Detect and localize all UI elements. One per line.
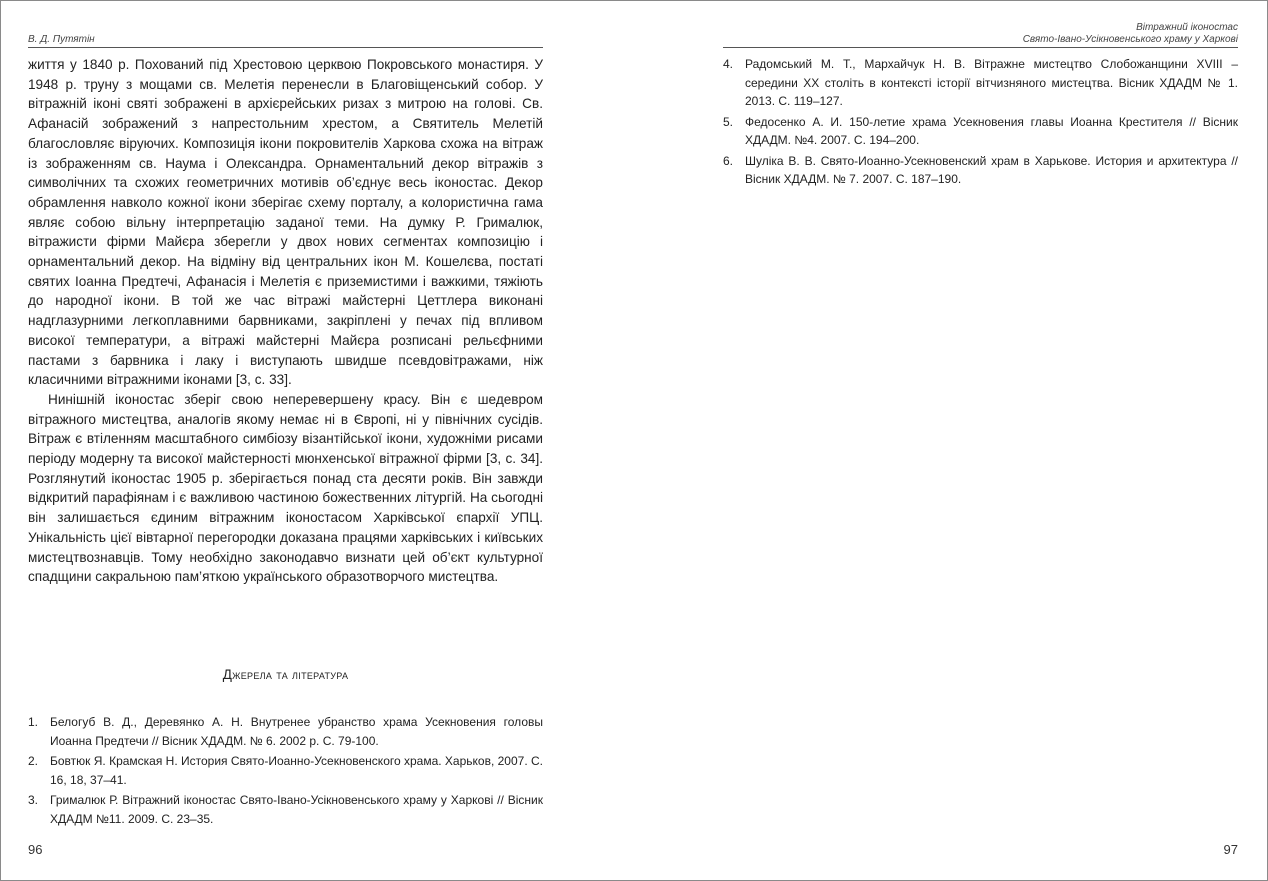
reference-text: Шуліка В. В. Свято-Иоанно-Усекновенский храм в Харькове. История и архитектура // Вісник ХДАДМ. № 7. 2007. С. 187–190. [745,153,1238,186]
reference-item [723,113,1238,150]
reference-item [723,55,1238,111]
running-head-title-line1: Вітражний іконостас [1136,22,1238,33]
reference-list-continued [723,55,1238,191]
reference-number: 6. [723,153,734,168]
right-running-head [723,21,1238,48]
page-number-right: 97 [1223,842,1238,857]
reference-text: Радомський М. Т., Мархайчук Н. В. Вітражне мистецтво Слобожанщини XVIII – середини XX століть в контексті історії вітчизняного мистецтва. Вісник ХДАДМ № 1. 2013. С. 119–127. [745,57,1238,108]
reference-item [28,791,543,828]
reference-text: Белогуб В. Д., Деревянко А. Н. Внутренее убранство храма Усекновения головы Иоанна Предтечи // Вісник ХДАДМ. № 6. 2002 р. С. 79-100. [50,715,543,748]
reference-text: Бовтюк Я. Крамская Н. История Свято-Иоанно-Усекновенского храма. Харьков, 2007. С. 16, 18, 37–41. [50,754,543,787]
body-paragraph: життя у 1840 р. Похований під Хрестовою церквою Покровського монастиря. У 1948 р. труну з мощами св. Мелетія перенесли в Благовіщенський собор. У вітражній іконі святі зображені в архієрейських ризах з митрою на голові. Св. Афанасій зображений з напрестольним хрестом, а Святитель Мелетій благословляє віруючих. Композиція ікони покровителів Харкова схожа на вітраж із зображенням св. Наума і Олександра. Орнаментальний декор вітражів з символічних та схожих геометричних мотивів об’єднує весь іконостас. Декор обрамлення навколо кожної ікони зберігає схему порталу, а колористична гама являє собою вільну інтерпретацію заданої теми. На думку Р. Грималюк, вітражисти фірми Майєра зберегли у двох нових сегментах композицію і орнаментальний декор. На відміну від центральних ікон М. Кошелєва, постаті святих Іоанна Предтечі, Афанасія і Мелетія є приземистими і важкими, тяжіють до народної ікони. В той же час вітражі майстерні Цеттлера виконані надглазурними легкоплавними барвниками, закріплені у печах під впливом високої температури, а вітражі майстерні Майєра розписані рельєфними пастами з барвника і лаку і виступають швидше псевдовітражами, ніж класичними вітражними іконами [3, с. 33]. [28,57,543,388]
article-body [28,55,543,587]
reference-number: 3. [28,793,39,807]
reference-text: Федосенко А. И. 150-летие храма Усекновения главы Иоанна Крестителя // Вісник ХДАДМ. №4. 2007. С. 194–200. [745,114,1238,147]
left-page [28,1,543,880]
running-head-title-line2: Свято-Івано-Усікновенського храму у Харкові [1022,34,1238,45]
reference-number: 5. [723,114,734,129]
reference-text: Грималюк Р. Вітражний іконостас Свято-Івано-Усікновенського храму у Харкові // Вісник ХДАДМ №11. 2009. С. 23–35. [50,793,543,826]
body-paragraph: Нинішній іконостас зберіг свою неперевершену красу. Він є шедевром вітражного мистецтва, аналогів якому немає ні в Європі, ні у північних сусідів. Вітраж є втіленням масштабного симбіозу візантійської ікони, художніми рисами періоду модерну та високої майстерності мюнхенської вітражної фірми [3, с. 34]. Розглянутий іконостас 1905 р. зберігається понад ста десяти років. Він завжди відкритий парафіянам і є важливою частиною божественних літургій. На сьогодні він залишається єдиним вітражним іконостасом Харківської єпархії УПЦ. Унікальність цієї вівтарної перегородки доказана працями харківських і київських мистецтвознавців. Тому необхідно законодавчо визнати цей об’єкт культурної спадщини сакральною пам’яткою українського образотворчого мистецтва. [28,391,543,585]
reference-number: 4. [723,57,734,71]
reference-number: 1. [28,715,39,729]
reference-item [723,152,1238,189]
reference-item [28,713,543,750]
reference-number: 2. [28,754,39,768]
references-heading: Джерела та література [222,667,349,682]
left-running-head [28,21,543,48]
running-head-author: В. Д. Путятін [28,34,95,45]
reference-item [28,752,543,789]
page-number-left: 96 [28,842,43,857]
right-page [723,1,1238,880]
reference-list [28,713,543,830]
